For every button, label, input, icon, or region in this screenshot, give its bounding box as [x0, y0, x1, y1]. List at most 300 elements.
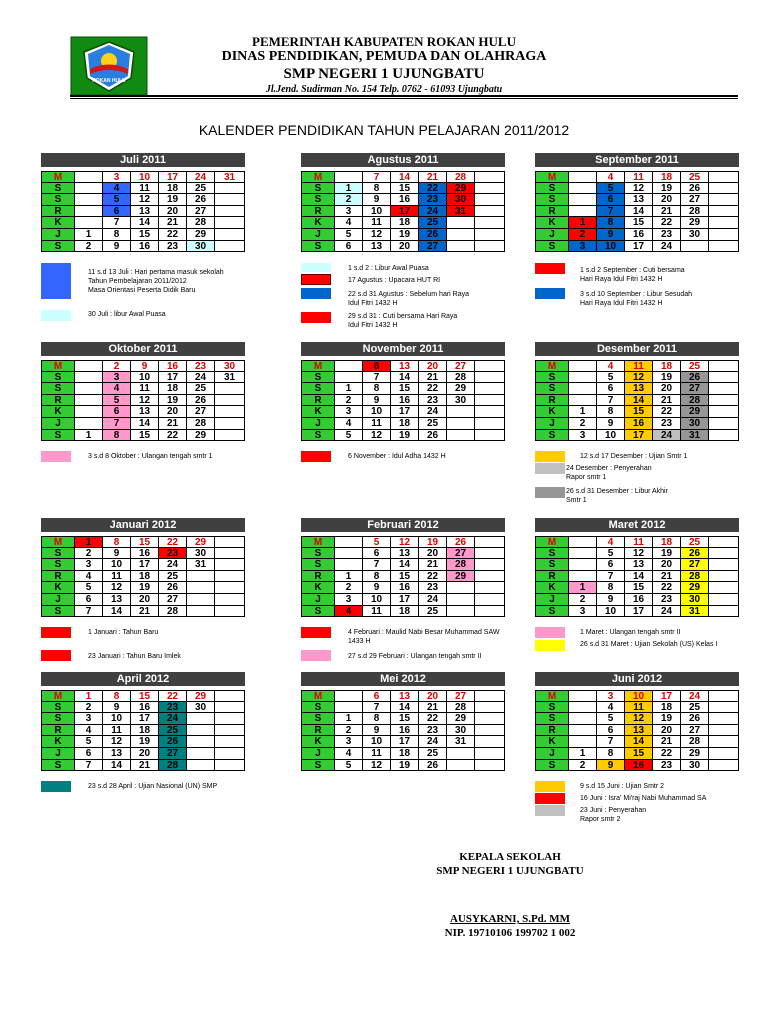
date-cell: 4 [597, 536, 625, 548]
legend-line: 23 Juni : Penyerahan [580, 807, 647, 814]
date-cell: 6 [597, 559, 625, 571]
date-cell: 12 [391, 536, 419, 548]
date-cell: 15 [391, 183, 419, 195]
date-cell: 29 [447, 571, 475, 583]
date-cell [709, 183, 739, 195]
week-row [301, 702, 505, 714]
date-cell: 7 [363, 171, 391, 183]
date-cell: 27 [159, 748, 187, 760]
date-cell: 20 [419, 548, 447, 560]
date-cell: 13 [391, 360, 419, 372]
date-cell: 7 [597, 395, 625, 407]
date-cell: 25 [419, 217, 447, 229]
month-title: Februari 2012 [301, 518, 505, 532]
date-cell: 24 [653, 430, 681, 442]
date-cell: 30 [447, 395, 475, 407]
date-cell: 3 [75, 559, 103, 571]
day-label: S [535, 183, 569, 195]
date-cell: 18 [131, 571, 159, 583]
date-cell: 6 [335, 241, 363, 253]
date-cell [475, 229, 505, 241]
date-cell: 2 [335, 194, 363, 206]
date-cell: 22 [159, 229, 187, 241]
day-label: J [535, 229, 569, 241]
date-cell [475, 690, 505, 702]
date-cell: 30 [187, 241, 215, 253]
legend-swatch [301, 627, 331, 638]
day-label: S [301, 760, 335, 772]
date-cell: 12 [625, 548, 653, 560]
legend-line: Hari Raya Idul Fitri 1432 H [580, 276, 663, 283]
date-cell [569, 372, 597, 384]
legend-line: 17 Agustus : Upacara HUT RI [348, 277, 441, 284]
date-cell [475, 406, 505, 418]
date-cell: 15 [131, 229, 159, 241]
legend-swatch [301, 263, 331, 272]
date-cell [475, 760, 505, 772]
legend-swatch [535, 451, 565, 462]
date-cell [709, 548, 739, 560]
date-cell [447, 430, 475, 442]
date-cell: 1 [75, 690, 103, 702]
legend-text [566, 464, 652, 482]
date-cell: 29 [447, 183, 475, 195]
date-cell: 20 [419, 690, 447, 702]
date-cell: 24 [159, 713, 187, 725]
legend-swatch [301, 288, 331, 299]
week-row [535, 418, 739, 430]
date-cell: 2 [569, 760, 597, 772]
header-rule-thin [70, 98, 738, 99]
date-cell: 7 [103, 217, 131, 229]
date-cell [215, 241, 245, 253]
date-cell [709, 702, 739, 714]
legend-swatch [535, 781, 565, 792]
day-label: S [535, 430, 569, 442]
day-label: R [535, 206, 569, 218]
legend-line: 16 Juni : Isra' Mi'raj Nabi Muhammad SA [580, 795, 707, 802]
week-row [41, 229, 245, 241]
week-row [535, 736, 739, 748]
date-cell: 30 [681, 229, 709, 241]
date-cell [569, 548, 597, 560]
date-cell [187, 760, 215, 772]
date-cell [709, 229, 739, 241]
week-row [535, 606, 739, 618]
date-cell: 10 [363, 736, 391, 748]
date-cell: 9 [597, 418, 625, 430]
date-cell: 26 [681, 183, 709, 195]
date-cell: 24 [419, 406, 447, 418]
signature-name: AUSYKARNI, S.Pd. MM [449, 913, 571, 925]
date-cell [709, 760, 739, 772]
date-cell: 20 [131, 748, 159, 760]
header-line-1: PEMERINTAH KABUPATEN ROKAN HULU [252, 34, 516, 49]
date-cell: 1 [335, 571, 363, 583]
week-row [535, 548, 739, 560]
date-cell: 16 [131, 548, 159, 560]
week-row [41, 594, 245, 606]
week-row [535, 183, 739, 195]
date-cell [475, 559, 505, 571]
legend-line: 1 Maret : Ulangan tengah smtr II [580, 629, 681, 636]
date-cell: 19 [391, 229, 419, 241]
date-cell: 5 [103, 395, 131, 407]
date-cell: 7 [363, 372, 391, 384]
date-cell: 9 [103, 241, 131, 253]
date-cell: 5 [335, 760, 363, 772]
date-cell [709, 582, 739, 594]
date-cell [215, 406, 245, 418]
week-row [535, 383, 739, 395]
date-cell [215, 559, 245, 571]
day-label: S [535, 241, 569, 253]
date-cell: 30 [187, 548, 215, 560]
date-cell: 30 [215, 360, 245, 372]
date-cell: 15 [131, 430, 159, 442]
week-row [535, 194, 739, 206]
date-cell: 24 [653, 606, 681, 618]
date-cell [215, 418, 245, 430]
date-cell: 17 [625, 606, 653, 618]
date-cell: 17 [391, 736, 419, 748]
day-label: K [301, 736, 335, 748]
date-cell: 25 [187, 183, 215, 195]
date-cell: 26 [187, 395, 215, 407]
date-cell: 18 [391, 748, 419, 760]
date-cell [569, 702, 597, 714]
date-cell: 13 [103, 748, 131, 760]
date-cell [709, 217, 739, 229]
date-cell [335, 690, 363, 702]
date-cell [215, 194, 245, 206]
day-label: S [535, 548, 569, 560]
date-cell: 13 [625, 559, 653, 571]
date-cell: 26 [159, 582, 187, 594]
day-label: K [301, 406, 335, 418]
date-cell: 17 [131, 559, 159, 571]
date-cell: 15 [625, 748, 653, 760]
date-cell: 1 [569, 406, 597, 418]
date-cell: 18 [159, 383, 187, 395]
day-label: R [301, 395, 335, 407]
date-cell: 18 [653, 360, 681, 372]
week-row [535, 536, 739, 548]
date-cell [475, 536, 505, 548]
date-cell [475, 582, 505, 594]
date-cell: 3 [569, 430, 597, 442]
date-cell [709, 594, 739, 606]
date-cell: 26 [681, 372, 709, 384]
date-cell [187, 571, 215, 583]
week-row [41, 559, 245, 571]
legend-swatch [535, 627, 565, 638]
day-label: S [535, 559, 569, 571]
week-row [41, 690, 245, 702]
week-row [41, 183, 245, 195]
date-cell [187, 606, 215, 618]
week-row [301, 748, 505, 760]
date-cell [215, 383, 245, 395]
date-cell: 11 [363, 217, 391, 229]
date-cell [215, 606, 245, 618]
date-cell [475, 206, 505, 218]
date-cell: 28 [681, 206, 709, 218]
date-cell: 24 [159, 559, 187, 571]
week-row [535, 206, 739, 218]
date-cell [709, 406, 739, 418]
date-cell [475, 194, 505, 206]
date-cell: 21 [159, 217, 187, 229]
day-label: M [41, 690, 75, 702]
date-cell [569, 395, 597, 407]
date-cell [475, 360, 505, 372]
date-cell: 16 [625, 760, 653, 772]
day-label: S [301, 430, 335, 442]
week-row [301, 194, 505, 206]
date-cell: 23 [159, 702, 187, 714]
date-cell: 25 [681, 702, 709, 714]
date-cell: 17 [625, 430, 653, 442]
day-label: R [301, 206, 335, 218]
legend-swatch [301, 650, 331, 661]
date-cell: 23 [419, 582, 447, 594]
date-cell: 29 [187, 690, 215, 702]
date-cell: 20 [419, 360, 447, 372]
day-label: M [535, 360, 569, 372]
date-cell: 16 [391, 395, 419, 407]
date-cell: 6 [75, 748, 103, 760]
date-cell [215, 736, 245, 748]
date-cell: 19 [419, 536, 447, 548]
date-cell: 12 [625, 372, 653, 384]
week-row [535, 582, 739, 594]
date-cell: 31 [447, 736, 475, 748]
date-cell [709, 536, 739, 548]
date-cell [215, 548, 245, 560]
week-row [41, 171, 245, 183]
date-cell [709, 690, 739, 702]
legend-text [88, 452, 213, 461]
date-cell: 9 [131, 360, 159, 372]
date-cell: 29 [187, 229, 215, 241]
date-cell: 15 [625, 582, 653, 594]
day-label: S [41, 183, 75, 195]
legend-line: 1 s.d 2 September : Cuti bersama [580, 267, 685, 274]
date-cell [709, 171, 739, 183]
week-row [535, 725, 739, 737]
month-title: Juni 2012 [535, 672, 739, 686]
legend-line: 24 Desember : Penyerahan [566, 465, 652, 472]
date-cell [569, 690, 597, 702]
week-row [41, 206, 245, 218]
date-cell: 2 [103, 360, 131, 372]
date-cell: 12 [363, 229, 391, 241]
header-line-3: SMP NEGERI 1 UJUNGBATU [283, 66, 485, 82]
date-cell [709, 725, 739, 737]
day-label: R [535, 571, 569, 583]
month-title: Januari 2012 [41, 518, 245, 532]
week-row [301, 582, 505, 594]
legend-line: 4 Februari : Maulid Nabi Besar Muhammad SAW [348, 629, 500, 636]
date-cell: 24 [419, 206, 447, 218]
legend-swatch [41, 650, 71, 661]
date-cell [75, 183, 103, 195]
legend-text [580, 806, 646, 824]
date-cell: 23 [653, 418, 681, 430]
date-cell: 21 [159, 418, 187, 430]
date-cell: 17 [625, 241, 653, 253]
date-cell: 18 [653, 702, 681, 714]
legend-line: 1 s.d 2 : Libur Awal Puasa [348, 265, 429, 272]
day-label: M [41, 536, 75, 548]
date-cell: 7 [597, 736, 625, 748]
legend-text [348, 264, 429, 273]
day-label: J [41, 748, 75, 760]
date-cell: 2 [75, 548, 103, 560]
date-cell [709, 372, 739, 384]
date-cell: 21 [419, 171, 447, 183]
date-cell: 11 [625, 536, 653, 548]
date-cell: 21 [653, 571, 681, 583]
date-cell: 7 [75, 606, 103, 618]
day-label: M [535, 536, 569, 548]
date-cell: 23 [653, 594, 681, 606]
month-title: April 2012 [41, 672, 245, 686]
date-cell: 4 [597, 702, 625, 714]
date-cell: 9 [103, 702, 131, 714]
date-cell [447, 582, 475, 594]
date-cell [475, 736, 505, 748]
day-label: J [41, 229, 75, 241]
legend-text [580, 640, 717, 649]
month-title: Mei 2012 [301, 672, 505, 686]
day-label: S [535, 372, 569, 384]
date-cell: 12 [625, 183, 653, 195]
date-cell: 16 [391, 194, 419, 206]
date-cell [187, 736, 215, 748]
day-label: S [41, 430, 75, 442]
day-label: S [41, 606, 75, 618]
date-cell [709, 606, 739, 618]
legend-line: 12 s.d 17 Desember : Ujian Smtr 1 [580, 453, 688, 460]
date-cell: 8 [597, 217, 625, 229]
date-cell: 5 [75, 736, 103, 748]
week-row [41, 217, 245, 229]
date-cell: 13 [391, 548, 419, 560]
date-cell [475, 748, 505, 760]
date-cell: 11 [363, 418, 391, 430]
date-cell [569, 536, 597, 548]
date-cell: 28 [447, 372, 475, 384]
week-row [301, 383, 505, 395]
week-row [41, 582, 245, 594]
day-label: S [41, 702, 75, 714]
date-cell [447, 760, 475, 772]
date-cell [569, 725, 597, 737]
legend-line: Rapor smtr 1 [566, 474, 607, 481]
day-label: S [301, 241, 335, 253]
date-cell [447, 241, 475, 253]
date-cell [75, 418, 103, 430]
date-cell: 26 [681, 548, 709, 560]
date-cell: 6 [103, 206, 131, 218]
day-label: R [301, 571, 335, 583]
date-cell: 6 [363, 360, 391, 372]
date-cell: 6 [75, 594, 103, 606]
date-cell: 11 [363, 748, 391, 760]
date-cell: 14 [625, 395, 653, 407]
date-cell: 18 [131, 725, 159, 737]
date-cell: 23 [159, 548, 187, 560]
legend-swatch [41, 310, 71, 321]
legend-line: 11 s.d 13 Juli : Hari pertama masuk sekolah [88, 269, 224, 276]
date-cell: 3 [335, 206, 363, 218]
week-row [301, 559, 505, 571]
week-row [41, 736, 245, 748]
date-cell [335, 536, 363, 548]
day-label: S [535, 383, 569, 395]
legend-line: 30 Juli : libur Awal Puasa [88, 311, 166, 318]
date-cell [215, 713, 245, 725]
week-row [41, 571, 245, 583]
legend-text [88, 310, 166, 319]
date-cell: 29 [681, 748, 709, 760]
date-cell: 1 [335, 713, 363, 725]
date-cell: 8 [597, 748, 625, 760]
day-label: S [301, 372, 335, 384]
date-cell: 22 [419, 571, 447, 583]
legend-text [580, 794, 706, 803]
date-cell: 25 [681, 536, 709, 548]
day-label: R [41, 206, 75, 218]
day-label: S [41, 241, 75, 253]
date-cell: 29 [447, 713, 475, 725]
date-cell [335, 171, 363, 183]
date-cell: 21 [419, 372, 447, 384]
date-cell: 16 [625, 594, 653, 606]
date-cell [215, 206, 245, 218]
date-cell: 24 [681, 690, 709, 702]
day-label: S [41, 559, 75, 571]
date-cell: 6 [363, 690, 391, 702]
legend-swatch [535, 288, 565, 299]
legend-swatch [535, 805, 565, 816]
month-title: Juli 2011 [41, 153, 245, 167]
legend-line: 3 s.d 10 September : Libur Sesudah [580, 291, 693, 298]
date-cell [569, 171, 597, 183]
week-row [301, 725, 505, 737]
signature-school: SMP NEGERI 1 UJUNGBATU [436, 865, 584, 877]
date-cell: 6 [103, 406, 131, 418]
date-cell [709, 571, 739, 583]
date-cell: 15 [625, 406, 653, 418]
date-cell: 4 [335, 748, 363, 760]
date-cell: 12 [625, 713, 653, 725]
date-cell: 19 [159, 395, 187, 407]
week-row [535, 559, 739, 571]
week-row [301, 217, 505, 229]
date-cell: 16 [159, 360, 187, 372]
date-cell [187, 594, 215, 606]
date-cell: 24 [187, 372, 215, 384]
date-cell [475, 372, 505, 384]
day-label: M [535, 690, 569, 702]
day-label: S [301, 713, 335, 725]
week-row [41, 536, 245, 548]
date-cell: 22 [159, 690, 187, 702]
date-cell: 19 [653, 183, 681, 195]
